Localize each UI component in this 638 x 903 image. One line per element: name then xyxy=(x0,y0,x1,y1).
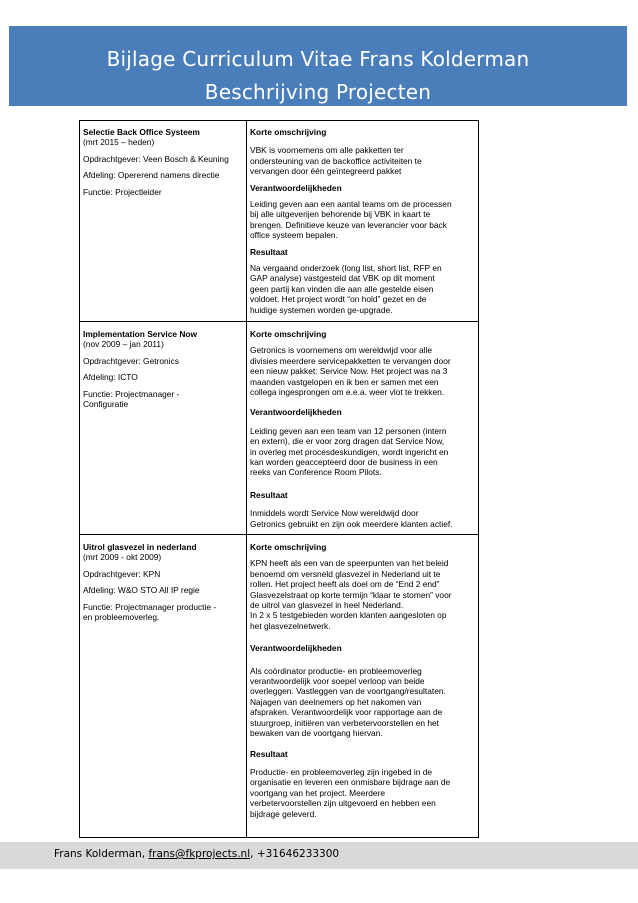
text-line: het glasvezelnetwerk. xyxy=(250,620,331,631)
project-department: Afdeling: W&O STO All IP regie xyxy=(83,585,200,596)
project-role: Functie: Projectleider xyxy=(83,186,162,197)
section-heading: Resultaat xyxy=(250,748,288,759)
text-line: bijdrage geleverd. xyxy=(250,808,317,819)
project-client: Opdrachtgever: Veen Bosch & Keuning xyxy=(83,153,229,164)
text-line: Na vergaand onderzoek (long list, short list, RFP en xyxy=(250,263,442,274)
text-line: Najagen van deelnemers op het nakomen van xyxy=(250,696,422,707)
project-name: Selectie Back Office Systeem xyxy=(83,127,200,137)
text-line: office systeem bepalen. xyxy=(250,230,338,241)
project-3-summary xyxy=(83,542,243,622)
text-line: Productie- en probleemoverleg zijn ingebed in de xyxy=(250,766,433,777)
text-line: rollen. Het project heeft als doel om de “End 2 end” xyxy=(250,579,440,590)
project-2-summary xyxy=(83,329,243,409)
text-line: Inmiddels wordt Service Now wereldwijd door xyxy=(250,508,419,519)
text-line: organisatie en leveren een onmisbare bijdrage aan de xyxy=(250,777,451,788)
text-line: Getronics gebruikt en zijn ook meerdere klanten actief. xyxy=(250,518,453,529)
project-department: Afdeling: ICTO xyxy=(83,372,138,383)
text-line: geen partij kan vinden die aan alle gestelde eisen xyxy=(250,283,434,294)
page-footer xyxy=(0,842,638,869)
text-line: ondersteuning van de backoffice activiteiten te xyxy=(250,155,422,166)
section-heading: Resultaat xyxy=(250,246,288,257)
document-title: Bijlage Curriculum Vitae Frans Kolderman xyxy=(106,47,530,71)
text-line: een nieuw pakket: Service Now. Het project was na 3 xyxy=(250,366,448,377)
section-heading: Verantwoordelijkheden xyxy=(250,643,342,654)
project-2-details xyxy=(250,329,475,529)
text-line: Leiding geven aan een team van 12 personen (intern xyxy=(250,425,447,436)
project-1-summary xyxy=(83,127,243,197)
text-line: en extern), die er voor zorg dragen dat Service Now, xyxy=(250,436,445,447)
title-banner xyxy=(9,26,627,106)
section-heading: Korte omschrijving xyxy=(250,127,327,137)
project-role: Configuratie xyxy=(83,399,129,410)
project-name: Uitrol glasvezel in nederland xyxy=(83,542,197,552)
text-line: verbetervoorstellen zijn uitgevoerd en hebben een xyxy=(250,798,436,809)
section-heading: Verantwoordelijkheden xyxy=(250,407,342,418)
text-line: bij alle uitgeverijen behorende bij VBK in kaart te xyxy=(250,209,431,220)
footer-name: Frans Kolderman, xyxy=(54,848,146,860)
document-subtitle: Beschrijving Projecten xyxy=(204,80,432,104)
text-line: benoemd om versneld glasvezel in Nederland uit te xyxy=(250,568,441,579)
project-period: (mrt 2015 – heden) xyxy=(83,137,155,148)
projects-table xyxy=(79,120,479,838)
project-1-details xyxy=(250,127,475,315)
project-client: Opdrachtgever: Getronics xyxy=(83,355,179,366)
text-line: afspraken. Verantwoordelijk voor rapportage aan de xyxy=(250,707,443,718)
text-line: VBK is voornemens om alle pakketten ter xyxy=(250,145,404,156)
section-heading: Resultaat xyxy=(250,489,288,500)
text-line: GAP analyse) vastgesteld dat VBK op dit moment xyxy=(250,273,435,284)
project-period: (mrt 2009 - okt 2009) xyxy=(83,552,162,563)
row-divider xyxy=(80,321,478,322)
text-line: collega ingesprongen om e.e.a. weer vlot te trekken. xyxy=(250,387,445,398)
section-heading: Korte omschrijving xyxy=(250,542,327,552)
text-line: stuurgroep, initiëren van verbetervoorstellen en het xyxy=(250,717,440,728)
email-link[interactable]: frans@fkprojects.nl xyxy=(148,848,251,860)
text-line: KPN heeft als een van de speerpunten van het beleid xyxy=(250,558,449,569)
text-line: verantwoordelijk voor soepel verloop van beide xyxy=(250,676,425,687)
text-line: Getronics is voornemens om wereldwijd voor alle xyxy=(250,345,432,356)
row-divider xyxy=(80,534,478,535)
section-heading: Korte omschrijving xyxy=(250,329,327,339)
project-department: Afdeling: Opererend namens directie xyxy=(83,170,220,181)
column-divider xyxy=(246,121,247,837)
project-period: (nov 2009 – jan 2011) xyxy=(83,339,164,350)
text-line: brengen. Definitieve keuze van leverancier voor back xyxy=(250,219,447,230)
text-line: reeks van Conference Room Pilots. xyxy=(250,467,382,478)
text-line: voortgang van het project. Meerdere xyxy=(250,787,386,798)
footer-phone: , +31646233300 xyxy=(250,848,340,860)
text-line: overleggen. Vastleggen van de voortgang/resultaten. xyxy=(250,686,446,697)
text-line: huidige systemen worden ge-upgrade. xyxy=(250,304,393,315)
text-line: divisies meerdere servicepakketten te vervangen door xyxy=(250,355,451,366)
footer-contact xyxy=(54,848,339,860)
section-heading: Verantwoordelijkheden xyxy=(250,182,342,193)
text-line: voldoet. Het project wordt “on hold” gezet en de xyxy=(250,294,427,305)
project-name: Implementation Service Now xyxy=(83,329,198,339)
text-line: vervangen door één geïntegreerd pakket xyxy=(250,166,402,177)
text-line: Als coördinator productie- en probleemoverleg xyxy=(250,665,422,676)
text-line: in overleg met procesdeskundigen, wordt ingericht en xyxy=(250,446,449,457)
text-line: In 2 x 5 testgebieden worden klanten aangesloten op xyxy=(250,610,447,621)
text-line: Glasvezelstraat op korte termijn “klaar te stomen” voor xyxy=(250,589,452,600)
text-line: maanden vastgelopen en ik ben er samen met een xyxy=(250,376,439,387)
text-line: bewaken van de voortgang hiervan. xyxy=(250,728,383,739)
text-line: de uitrol van glasvezel in heel Nederland. xyxy=(250,600,404,611)
project-role: en probleemoverleg. xyxy=(83,612,160,623)
text-line: kan worden geaccepteerd door de business in een xyxy=(250,457,438,468)
project-3-details xyxy=(250,542,475,819)
text-line: Leiding geven aan een aantal teams om de processen xyxy=(250,199,452,210)
project-client: Opdrachtgever: KPN xyxy=(83,568,161,579)
project-role: Functie: Projectmanager - xyxy=(83,388,180,399)
project-role: Functie: Projectmanager productie - xyxy=(83,601,217,612)
